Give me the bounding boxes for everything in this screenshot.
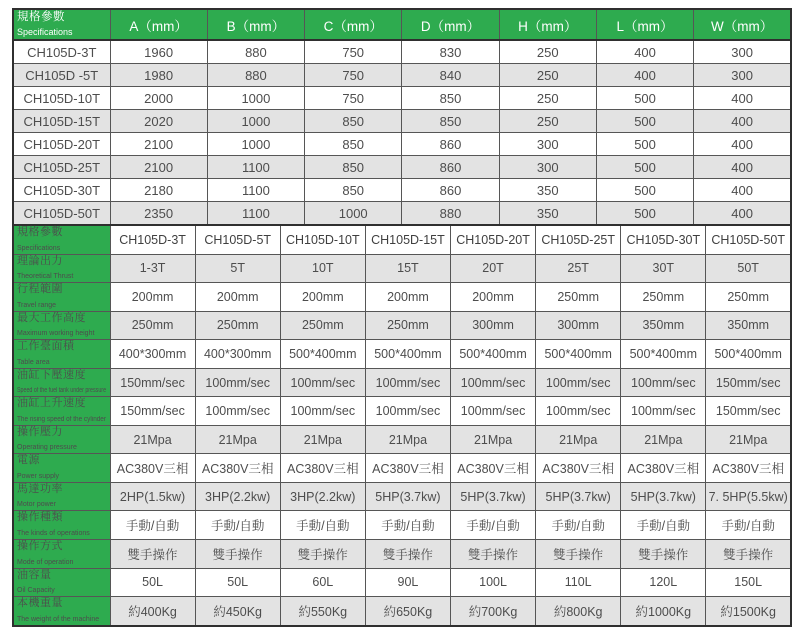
param-value-cell: AC380V三相	[110, 454, 195, 483]
param-value-cell: 500*400mm	[365, 340, 450, 369]
param-value-cell: 500*400mm	[706, 340, 791, 369]
param-value-cell: 手動/自動	[536, 511, 621, 540]
dimension-column-header: W（mm）	[694, 9, 791, 40]
dimension-value-cell: 2100	[110, 156, 207, 179]
dimension-value-cell: 1960	[110, 40, 207, 64]
dimension-value-cell: 750	[305, 87, 402, 110]
dimension-column-header: C（mm）	[305, 9, 402, 40]
model-cell: CH105D-50T	[13, 202, 110, 226]
param-value-cell: 手動/自動	[365, 511, 450, 540]
dimension-value-cell: 850	[305, 156, 402, 179]
dimension-value-cell: 1980	[110, 64, 207, 87]
dimensions-table	[12, 8, 792, 226]
table-row	[13, 110, 791, 133]
table-row	[13, 283, 791, 312]
param-value-cell: 20T	[451, 254, 536, 283]
param-value-cell: 手動/自動	[706, 511, 791, 540]
parameters-table	[12, 224, 792, 627]
dimension-value-cell: 500	[596, 87, 693, 110]
param-label-en: Mode of operation	[17, 558, 74, 566]
param-label-cell	[13, 311, 110, 340]
dimensions-header-label	[13, 9, 110, 40]
param-value-cell: 200mm	[280, 283, 365, 312]
param-value-cell: 雙手操作	[110, 540, 195, 569]
model-cell: CH105D-15T	[13, 110, 110, 133]
param-value-cell: 100mm/sec	[451, 368, 536, 397]
param-value-cell: 350mm	[706, 311, 791, 340]
param-label-en: Oil Capacity	[17, 587, 55, 595]
specs-label-zh: 規格參數	[17, 226, 63, 238]
param-value-cell: 60L	[280, 568, 365, 597]
param-value-cell: 100mm/sec	[621, 397, 706, 426]
table-row	[13, 179, 791, 202]
param-value-cell: 200mm	[110, 283, 195, 312]
dimension-value-cell: 400	[694, 156, 791, 179]
dimension-value-cell: 1100	[207, 179, 304, 202]
param-value-cell: 150mm/sec	[110, 368, 195, 397]
model-column-header: CH105D-30T	[621, 225, 706, 254]
param-value-cell: 約1500Kg	[706, 597, 791, 626]
param-label-zh: 操作種類	[17, 511, 63, 524]
table-row	[13, 540, 791, 569]
table-row	[13, 454, 791, 483]
param-label-cell	[13, 568, 110, 597]
dimension-column-header: A（mm）	[110, 9, 207, 40]
param-value-cell: 雙手操作	[706, 540, 791, 569]
param-label-zh: 油缸上升速度	[17, 397, 86, 410]
dimension-value-cell: 880	[207, 64, 304, 87]
param-label-en: Power supply	[17, 472, 60, 480]
dimension-value-cell: 860	[402, 179, 499, 202]
model-column-header: CH105D-50T	[706, 225, 791, 254]
param-value-cell: 250mm	[621, 283, 706, 312]
param-label-en: Speed of the fuel tank under pressure	[17, 387, 107, 395]
param-value-cell: 2HP(1.5kw)	[110, 482, 195, 511]
param-value-cell: 100mm/sec	[536, 368, 621, 397]
dimension-value-cell: 880	[402, 202, 499, 226]
param-value-cell: 100mm/sec	[280, 368, 365, 397]
specs-label-en: Specifications	[17, 27, 73, 38]
table-row	[13, 64, 791, 87]
dimension-value-cell: 830	[402, 40, 499, 64]
param-value-cell: AC380V三相	[195, 454, 280, 483]
param-value-cell: 250mm	[110, 311, 195, 340]
dimension-column-header: B（mm）	[207, 9, 304, 40]
dimension-value-cell: 2000	[110, 87, 207, 110]
param-value-cell: 手動/自動	[451, 511, 536, 540]
param-value-cell: 30T	[621, 254, 706, 283]
param-value-cell: 3HP(2.2kw)	[280, 482, 365, 511]
param-value-cell: 110L	[536, 568, 621, 597]
param-value-cell: 250mm	[280, 311, 365, 340]
dimension-value-cell: 1000	[207, 87, 304, 110]
param-label-cell	[13, 397, 110, 426]
param-label-zh: 電源	[17, 454, 40, 467]
param-value-cell: 雙手操作	[365, 540, 450, 569]
param-value-cell: 手動/自動	[110, 511, 195, 540]
dimension-value-cell: 850	[402, 110, 499, 133]
dimension-value-cell: 300	[499, 133, 596, 156]
dimension-value-cell: 500	[596, 133, 693, 156]
param-value-cell: 90L	[365, 568, 450, 597]
param-value-cell: 500*400mm	[621, 340, 706, 369]
dimension-value-cell: 2100	[110, 133, 207, 156]
param-label-cell	[13, 511, 110, 540]
param-label-cell	[13, 368, 110, 397]
dimension-column-header: L（mm）	[596, 9, 693, 40]
dimension-value-cell: 250	[499, 87, 596, 110]
param-label-zh: 本機重量	[17, 597, 63, 610]
param-value-cell: 250mm	[195, 311, 280, 340]
param-value-cell: 21Mpa	[195, 425, 280, 454]
dimension-value-cell: 2180	[110, 179, 207, 202]
model-cell: CH105D-25T	[13, 156, 110, 179]
param-value-cell: 雙手操作	[536, 540, 621, 569]
param-value-cell: 手動/自動	[195, 511, 280, 540]
param-value-cell: 手動/自動	[621, 511, 706, 540]
dimension-value-cell: 250	[499, 110, 596, 133]
param-value-cell: 200mm	[365, 283, 450, 312]
parameters-header-label	[13, 225, 110, 254]
dimension-value-cell: 1100	[207, 156, 304, 179]
dimension-value-cell: 1000	[207, 110, 304, 133]
param-value-cell: 3HP(2.2kw)	[195, 482, 280, 511]
param-label-en: The kinds of operations	[17, 530, 90, 538]
param-value-cell: AC380V三相	[280, 454, 365, 483]
param-label-en: The weight of the machine	[17, 615, 100, 623]
dimension-value-cell: 2350	[110, 202, 207, 226]
dimension-value-cell: 860	[402, 133, 499, 156]
param-label-cell	[13, 454, 110, 483]
model-column-header: CH105D-20T	[451, 225, 536, 254]
dimension-value-cell: 250	[499, 64, 596, 87]
param-label-zh: 理論出力	[17, 254, 63, 267]
param-label-zh: 行程範圍	[17, 283, 63, 296]
param-value-cell: 21Mpa	[536, 425, 621, 454]
dimension-value-cell: 400	[694, 202, 791, 226]
dimension-value-cell: 500	[596, 110, 693, 133]
table-row	[13, 311, 791, 340]
param-label-zh: 操作壓力	[17, 425, 63, 438]
param-value-cell: AC380V三相	[621, 454, 706, 483]
param-value-cell: 雙手操作	[280, 540, 365, 569]
param-value-cell: 50T	[706, 254, 791, 283]
table-row	[13, 597, 791, 626]
param-value-cell: 250mm	[706, 283, 791, 312]
param-value-cell: 25T	[536, 254, 621, 283]
dimension-value-cell: 400	[694, 87, 791, 110]
dimensions-header-row	[13, 9, 791, 40]
specs-label-en: Specifications	[17, 244, 61, 252]
param-value-cell: 約1000Kg	[621, 597, 706, 626]
param-value-cell: 約650Kg	[365, 597, 450, 626]
param-value-cell: 5T	[195, 254, 280, 283]
model-column-header: CH105D-15T	[365, 225, 450, 254]
param-value-cell: 約800Kg	[536, 597, 621, 626]
param-value-cell: 100mm/sec	[365, 368, 450, 397]
param-value-cell: 1-3T	[110, 254, 195, 283]
dimension-value-cell: 750	[305, 40, 402, 64]
param-value-cell: 21Mpa	[706, 425, 791, 454]
param-value-cell: 5HP(3.7kw)	[621, 482, 706, 511]
param-value-cell: 5HP(3.7kw)	[451, 482, 536, 511]
param-value-cell: 約450Kg	[195, 597, 280, 626]
param-value-cell: 100L	[451, 568, 536, 597]
param-value-cell: 50L	[110, 568, 195, 597]
param-value-cell: 50L	[195, 568, 280, 597]
param-value-cell: 500*400mm	[451, 340, 536, 369]
param-value-cell: 500*400mm	[280, 340, 365, 369]
table-row	[13, 368, 791, 397]
model-cell: CH105D-20T	[13, 133, 110, 156]
param-label-en: Motor power	[17, 501, 56, 509]
param-value-cell: 7. 5HP(5.5kw)	[706, 482, 791, 511]
table-row	[13, 482, 791, 511]
param-value-cell: 400*300mm	[195, 340, 280, 369]
param-value-cell: 300mm	[451, 311, 536, 340]
param-value-cell: 100mm/sec	[195, 368, 280, 397]
param-value-cell: 200mm	[451, 283, 536, 312]
param-value-cell: 手動/自動	[280, 511, 365, 540]
param-value-cell: 350mm	[621, 311, 706, 340]
dimension-value-cell: 500	[596, 179, 693, 202]
dimension-value-cell: 350	[499, 179, 596, 202]
param-value-cell: 21Mpa	[280, 425, 365, 454]
model-column-header: CH105D-25T	[536, 225, 621, 254]
table-row	[13, 156, 791, 179]
specs-label-zh: 規格參數	[17, 11, 65, 23]
param-value-cell: AC380V三相	[451, 454, 536, 483]
param-label-cell	[13, 482, 110, 511]
table-row	[13, 87, 791, 110]
dimension-value-cell: 1000	[207, 133, 304, 156]
dimension-value-cell: 850	[305, 110, 402, 133]
dimension-value-cell: 880	[207, 40, 304, 64]
table-row	[13, 397, 791, 426]
param-value-cell: 10T	[280, 254, 365, 283]
param-label-zh: 油缸下壓速度	[17, 368, 86, 381]
dimension-value-cell: 400	[694, 179, 791, 202]
param-value-cell: 100mm/sec	[365, 397, 450, 426]
dimension-value-cell: 1100	[207, 202, 304, 226]
param-label-cell	[13, 425, 110, 454]
table-row	[13, 340, 791, 369]
dimension-column-header: D（mm）	[402, 9, 499, 40]
dimension-value-cell: 860	[402, 156, 499, 179]
dimension-value-cell: 400	[596, 40, 693, 64]
table-row	[13, 202, 791, 226]
param-value-cell: 120L	[621, 568, 706, 597]
dimension-value-cell: 350	[499, 202, 596, 226]
param-label-en: Travel range	[17, 301, 57, 309]
dimension-value-cell: 250	[499, 40, 596, 64]
param-label-en: Maximum working height	[17, 330, 95, 338]
param-value-cell: 雙手操作	[451, 540, 536, 569]
param-value-cell: 100mm/sec	[451, 397, 536, 426]
param-value-cell: 150mm/sec	[706, 368, 791, 397]
param-label-zh: 最大工作高度	[17, 311, 86, 324]
dimension-value-cell: 300	[499, 156, 596, 179]
dimension-value-cell: 840	[402, 64, 499, 87]
param-label-cell	[13, 283, 110, 312]
dimension-value-cell: 750	[305, 64, 402, 87]
param-value-cell: 100mm/sec	[621, 368, 706, 397]
dimension-value-cell: 400	[596, 64, 693, 87]
param-value-cell: AC380V三相	[706, 454, 791, 483]
dimension-value-cell: 1000	[305, 202, 402, 226]
param-label-en: Table area	[17, 358, 50, 366]
param-label-en: The rising speed of the cylinder	[17, 415, 107, 423]
model-column-header: CH105D-3T	[110, 225, 195, 254]
param-label-zh: 油容量	[17, 568, 52, 581]
dimension-column-header: H（mm）	[499, 9, 596, 40]
table-row	[13, 568, 791, 597]
param-value-cell: 21Mpa	[365, 425, 450, 454]
param-value-cell: 21Mpa	[621, 425, 706, 454]
table-row	[13, 133, 791, 156]
param-label-zh: 工作臺面積	[17, 340, 75, 353]
model-cell: CH105D-10T	[13, 87, 110, 110]
param-value-cell: 250mm	[536, 283, 621, 312]
dimension-value-cell: 300	[694, 64, 791, 87]
table-row	[13, 425, 791, 454]
param-value-cell: 150mm/sec	[110, 397, 195, 426]
dimension-value-cell: 2020	[110, 110, 207, 133]
param-value-cell: 雙手操作	[195, 540, 280, 569]
param-value-cell: 250mm	[365, 311, 450, 340]
param-label-cell	[13, 540, 110, 569]
param-value-cell: 150mm/sec	[706, 397, 791, 426]
param-label-en: Theoretical Thrust	[17, 273, 74, 281]
table-row	[13, 254, 791, 283]
param-value-cell: 5HP(3.7kw)	[536, 482, 621, 511]
param-value-cell: 100mm/sec	[280, 397, 365, 426]
param-value-cell: 雙手操作	[621, 540, 706, 569]
dimension-value-cell: 850	[305, 179, 402, 202]
param-value-cell: 200mm	[195, 283, 280, 312]
dimension-value-cell: 850	[402, 87, 499, 110]
model-column-header: CH105D-5T	[195, 225, 280, 254]
param-value-cell: 100mm/sec	[536, 397, 621, 426]
param-value-cell: 400*300mm	[110, 340, 195, 369]
dimension-value-cell: 400	[694, 133, 791, 156]
model-column-header: CH105D-10T	[280, 225, 365, 254]
param-label-zh: 馬達功率	[17, 482, 63, 495]
param-label-zh: 操作方式	[17, 540, 63, 553]
dimension-value-cell: 500	[596, 202, 693, 226]
param-value-cell: 500*400mm	[536, 340, 621, 369]
param-value-cell: 15T	[365, 254, 450, 283]
param-label-en: Operating pressure	[17, 444, 77, 452]
param-value-cell: 21Mpa	[110, 425, 195, 454]
dimension-value-cell: 400	[694, 110, 791, 133]
param-value-cell: 5HP(3.7kw)	[365, 482, 450, 511]
dimension-value-cell: 300	[694, 40, 791, 64]
param-value-cell: 約550Kg	[280, 597, 365, 626]
table-row	[13, 511, 791, 540]
model-cell: CH105D -5T	[13, 64, 110, 87]
param-value-cell: 約400Kg	[110, 597, 195, 626]
param-label-cell	[13, 597, 110, 626]
dimension-value-cell: 500	[596, 156, 693, 179]
param-value-cell: 100mm/sec	[195, 397, 280, 426]
param-value-cell: AC380V三相	[536, 454, 621, 483]
param-label-cell	[13, 254, 110, 283]
dimension-value-cell: 850	[305, 133, 402, 156]
parameters-header-row	[13, 225, 791, 254]
param-label-cell	[13, 340, 110, 369]
param-value-cell: 21Mpa	[451, 425, 536, 454]
param-value-cell: 約700Kg	[451, 597, 536, 626]
model-cell: CH105D-30T	[13, 179, 110, 202]
model-cell: CH105D-3T	[13, 40, 110, 64]
param-value-cell: AC380V三相	[365, 454, 450, 483]
param-value-cell: 150L	[706, 568, 791, 597]
table-row	[13, 40, 791, 64]
param-value-cell: 300mm	[536, 311, 621, 340]
